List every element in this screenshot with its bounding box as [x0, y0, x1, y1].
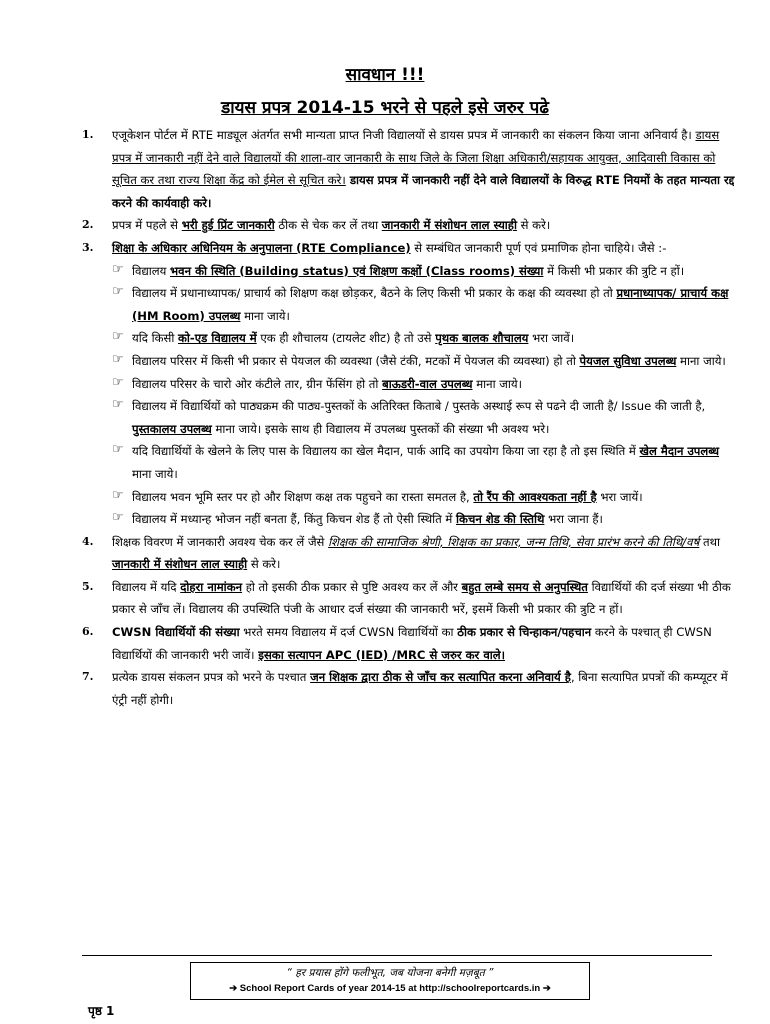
item-number: 7.	[82, 670, 94, 684]
sub-list-item: ☞ विद्यालय भवन की स्थिति (Building status) एवं शिक्षण कक्षों (Class rooms) संख्या में किसी भी प्रकार की त्रुटि न हों।	[112, 260, 742, 283]
item-number: 5.	[82, 579, 94, 593]
list-item: 5. विद्यालय में यदि दोहरा नामांकन हो तो इसकी ठीक प्रकार से पुष्टि अवश्य कर लें और बहुत लम्बे समय से अनुपस्थित विद्यार्थियों की दर्ज संख्या भी ठीक प्रकार से जाँच लें। विद्यालय की उपस्थिति पंजी के आधार दर्ज संख्या की जानकारी भरें, इसमें किसी भी प्रकार की त्रुटि न हों।	[112, 576, 742, 621]
sub-list	[112, 260, 742, 531]
footer-quote: “ हर प्रयास होंगे फलीभूत, जब योजना बनेगी मज़बूत ”	[286, 967, 494, 979]
pointing-hand-icon: ☞	[112, 442, 124, 458]
pointing-hand-icon: ☞	[112, 397, 124, 413]
footer-divider	[82, 955, 712, 956]
list-item: 4. शिक्षक विवरण में जानकारी अवश्य चेक कर लें जैसे शिक्षक की सामाजिक श्रेणी, शिक्षक का प्रकार, जन्म तिथि, सेवा प्रारंभ करने की तिथि/वर्ष तथा जानकारी में संशोधन लाल स्याही से करे।	[112, 531, 742, 576]
list-item: 2. प्रपत्र में पहले से भरी हुई प्रिंट जानकारी ठीक से चेक कर लें तथा जानकारी में संशोधन लाल स्याही से करे।	[112, 214, 742, 237]
page-subtitle: डायस प्रपत्र 2014-15 भरने से पहले इसे जरुर पढे	[221, 98, 549, 118]
item-number: 1.	[82, 128, 94, 141]
pointing-hand-icon: ☞	[112, 510, 124, 526]
item-number: 3.	[82, 240, 94, 254]
sub-list-item: ☞ विद्यालय में मध्यान्ह भोजन नहीं बनता हैं, किंतु किचन शेड हैं तो ऐसी स्थिति में किचन शेड की स्तिथि भरा जाना हैं।	[112, 508, 742, 531]
sub-list-item: ☞ विद्यालय परिसर के चारो ओर कंटीले तार, ग्रीन फेंसिंग हो तो बाऊडरी-वाल उपलब्ध माना जाये।	[112, 373, 742, 396]
pointing-hand-icon: ☞	[112, 351, 124, 367]
sub-list-item: ☞ विद्यालय भवन भूमि स्तर पर हो और शिक्षण कक्ष तक पहुचने का रास्ता समतल है, तो रैंप की आवश्यकता नहीं है भरा जायें।	[112, 486, 742, 509]
sub-list-item: ☞ विद्यालय परिसर में किसी भी प्रकार से पेयजल की व्यवस्था (जैसे टंकी, मटकों में पेयजल की व्यवस्था) हो तो पेयजल सुविधा उपलब्ध माना जाये।	[112, 350, 742, 373]
pointing-hand-icon: ☞	[112, 329, 124, 345]
pointing-hand-icon: ☞	[112, 374, 124, 390]
pointing-hand-icon: ☞	[112, 261, 124, 277]
sub-list-item: ☞ यदि विद्यार्थियों के खेलने के लिए पास के विद्यालय का खेल मैदान, पार्क आदि का उपयोग किया जा रहा है तो इस स्थिति में खेल मैदान उपलब्ध माना जाये।	[112, 440, 742, 485]
pointing-hand-icon: ☞	[112, 487, 124, 503]
instruction-list	[82, 124, 742, 711]
list-item: 7. प्रत्येक डायस संकलन प्रपत्र को भरने के पश्चात जन शिक्षक द्वारा ठीक से जाँच कर सत्यापित करना अनिवार्य है, बिना सत्यापित प्रपत्रों की कम्प्यूटर में एंट्री नहीं होगी।	[112, 666, 742, 711]
page-number: पृष्ठ 1	[88, 1004, 115, 1018]
footer-link[interactable]: ➔ School Report Cards of year 2014-15 at http://schoolreportcards.in ➔	[229, 983, 551, 994]
sub-list-item: ☞ यदि किसी को-एड विद्यालय में एक ही शौचालय (टायलेट शीट) है तो उसे पृथक बालक शौचालय भरा जावें।	[112, 327, 742, 350]
item-number: 4.	[82, 534, 94, 548]
item-number: 2.	[82, 218, 94, 232]
list-item: 1. एजूकेशन पोर्टल में RTE माड्यूल अंतर्गत सभी मान्यता प्राप्त निजी विद्यालयों से डायस प्रपत्र में जानकारी का संकलन किया जाना अनिवार्य है। डायस प्रपत्र में जानकारी नहीं देने वाले विद्यालयों की शाला-वार जानकारी के साथ जिले के जिला शिक्षा अधिकारी/सहायक आयुक्त, आदिवासी विकास को सूचित कर तथा राज्य शिक्षा केंद्र को ईमेल से सूचित करे। डायस प्रपत्र में जानकारी नहीं देने वाले विद्यालयों के विरुद्ध RTE नियमों के तहत मान्यता रद्द करने की कार्यवाही करे।	[112, 124, 742, 214]
list-item: 3. शिक्षा के अधिकार अधिनियम के अनुपालना (RTE Compliance) से सम्बंधित जानकारी पूर्ण एवं प्रमाणिक होना चाहिये। जैसे :- ☞ विद्यालय भवन की स्थिति (Building status) एवं शिक्षण कक्षों (Class rooms) संख्या में किसी भी प्रकार की त्रुटि न हों। ☞ विद्यालय में प्रधानाध्यापक/ प्राचार्य को शिक्षण कक्ष छोड़कर, बैठने के लिए किसी भी प्रकार के कक्ष की व्यवस्था हो तो प्रधानाध्यापक/ प्राचार्य कक्ष (HM Room) उपलब्ध माना जाये। ☞ यदि किसी को-एड विद्यालय में एक ही शौचालय (टायलेट शीट) है तो उसे पृथक बालक शौचालय भरा जावें। ☞ विद्यालय परिसर में किसी भी प्रकार से पेयजल की व्यवस्था (जैसे टंकी, मटकों में पेयजल की व्यवस्था) हो तो पेयजल सुविधा उपलब्ध माना जाये। ☞ विद्यालय परिसर के चारो ओर कंटीले तार, ग्रीन फेंसिंग हो तो बाऊडरी-वाल उपलब्ध माना जाये। ☞ विद्यालय में विद्यार्थियों को पाठ्यक्रम की पाठ्य-पुस्तकों के अतिरिक्त किताबे / पुस्तके अस्थाई रूप से पढने दी जाती है/ Issue की जाती है, पुस्तकालय उपलब्ध माना जाये। इसके साथ ही विद्यालय में उपलब्ध पुस्तकों की संख्या भी अवश्य भरे। ☞ यदि विद्यार्थियों के खेलने के लिए पास के विद्यालय का खेल मैदान, पार्क आदि का उपयोग किया जा रहा है तो इस स्थिति में खेल मैदान उपलब्ध माना जाये। ☞ विद्यालय भवन भूमि स्तर पर हो और शिक्षण कक्ष तक पहुचने का रास्ता समतल है, तो रैंप की आवश्यकता नहीं है भरा जायें। ☞ विद्यालय में मध्यान्ह भोजन नहीं बनता हैं, किंतु किचन शेड हैं तो ऐसी स्थिति में किचन शेड की स्तिथि भरा जाना हैं।	[112, 237, 742, 531]
list-item: 6. CWSN विद्यार्थियों की संख्या भरते समय विद्यालय में दर्ज CWSN विद्यार्थियों का ठीक प्रकार से चिन्हाकन/पहचान करने के पश्चात् ही CWSN विद्यार्थियों की जानकारी भरी जावें। इसका सत्यापन APC (IED) /MRC से जरुर कर वाले।	[112, 621, 742, 666]
sub-list-item: ☞ विद्यालय में प्रधानाध्यापक/ प्राचार्य को शिक्षण कक्ष छोड़कर, बैठने के लिए किसी भी प्रकार के कक्ष की व्यवस्था हो तो प्रधानाध्यापक/ प्राचार्य कक्ष (HM Room) उपलब्ध माना जाये।	[112, 282, 742, 327]
page-title: सावधान !!!	[345, 65, 425, 85]
footer-box	[190, 962, 590, 1000]
item-number: 6.	[82, 625, 94, 639]
pointing-hand-icon: ☞	[112, 284, 124, 300]
sub-list-item: ☞ विद्यालय में विद्यार्थियों को पाठ्यक्रम की पाठ्य-पुस्तकों के अतिरिक्त किताबे / पुस्तके अस्थाई रूप से पढने दी जाती है/ Issue की जाती है, पुस्तकालय उपलब्ध माना जाये। इसके साथ ही विद्यालय में उपलब्ध पुस्तकों की संख्या भी अवश्य भरे।	[112, 395, 742, 440]
